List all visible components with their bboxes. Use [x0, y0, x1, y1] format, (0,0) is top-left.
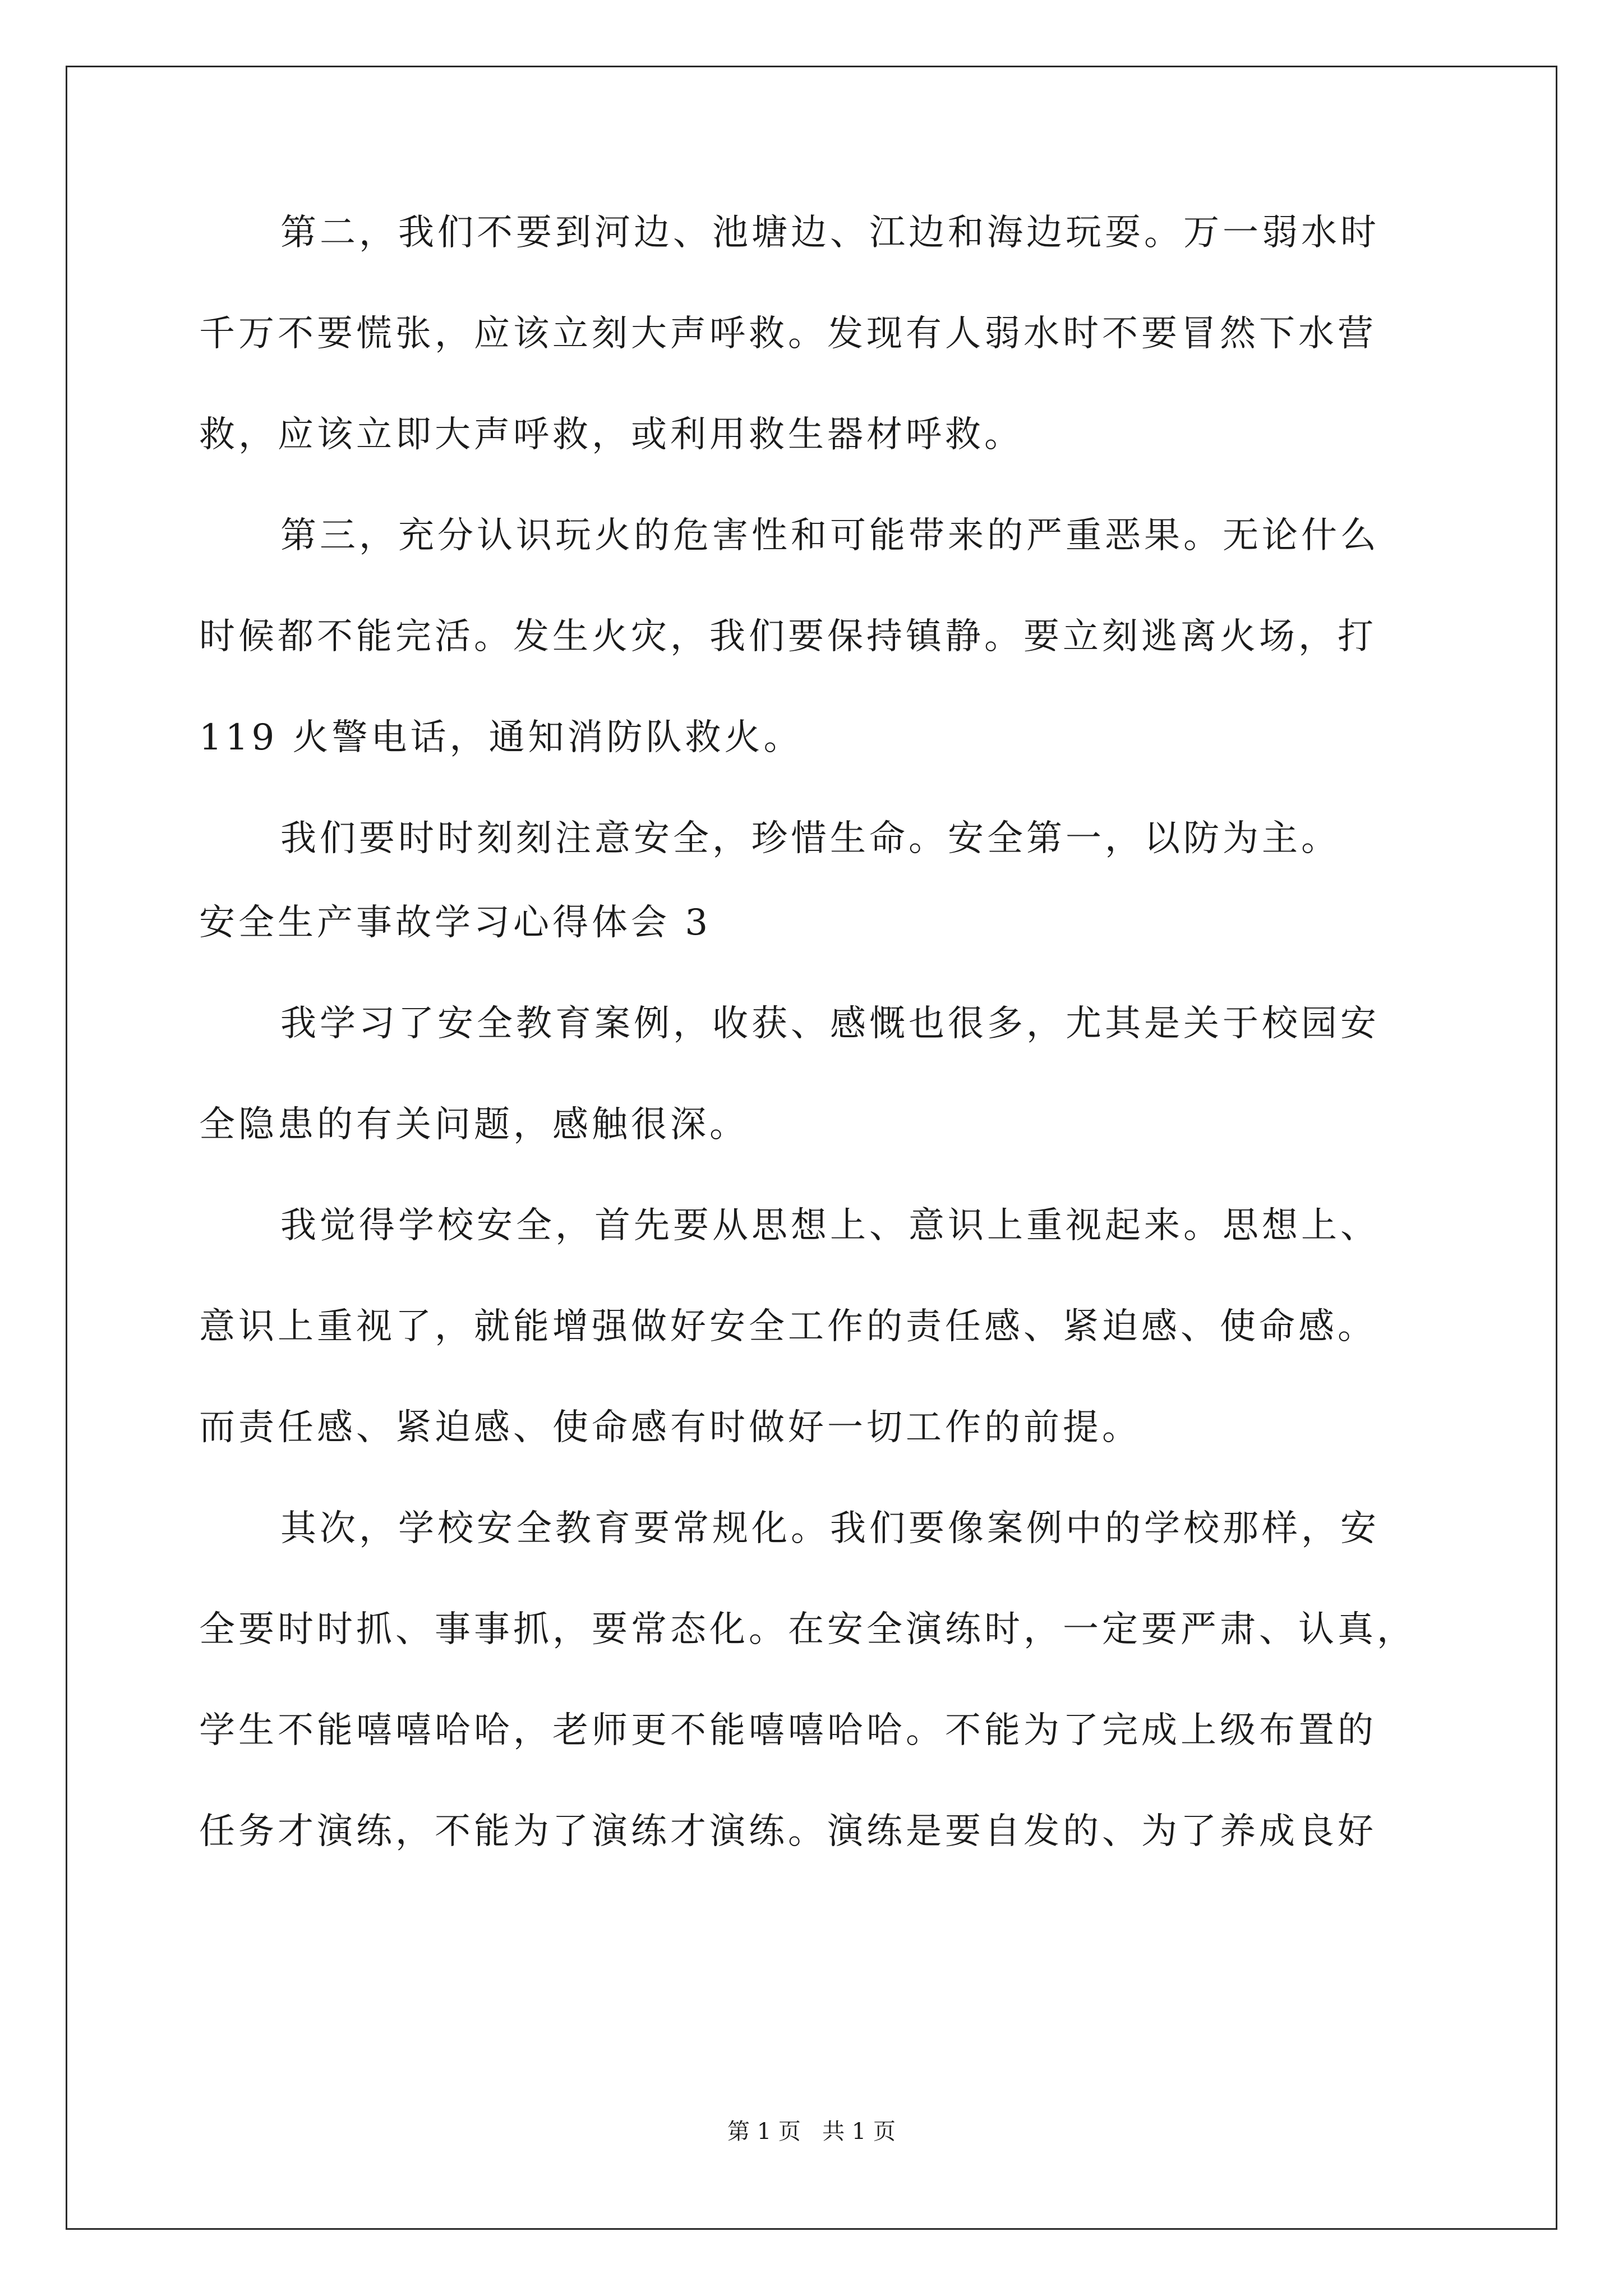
paragraph-3-line-1: 第三，充分认识玩火的危害性和可能带来的严重恶果。无论什么: [280, 515, 1380, 556]
paragraph-7-line-2: 全要时时抓、事事抓，要常态化。在安全演练时，一定要严肃、认真，: [199, 1609, 1416, 1650]
paragraph-4-line-1: 我们要时时刻刻注意安全，珍惜生命。安全第一，以防为主。: [280, 818, 1340, 859]
paragraph-2-line-2: 千万不要慌张，应该立刻大声呼救。发现有人弱水时不要冒然下水营: [199, 313, 1377, 355]
paragraph-7-line-1: 其次，学校安全教育要常规化。我们要像案例中的学校那样，安: [280, 1508, 1380, 1549]
paragraph-3-line-2: 时候都不能完活。发生火灾，我们要保持镇静。要立刻逃离火场，打: [199, 616, 1377, 657]
paragraph-6-line-1: 我觉得学校安全，首先要从思想上、意识上重视起来。思想上、: [280, 1205, 1380, 1246]
paragraph-5-line-2: 全隐患的有关问题，感触很深。: [199, 1104, 749, 1145]
paragraph-6-line-3: 而责任感、紧迫感、使命感有时做好一切工作的前提。: [199, 1407, 1141, 1448]
paragraph-3-line-3: 119 火警电话，通知消防队救火。: [199, 717, 803, 758]
paragraph-2-line-3: 救，应该立即大声呼救，或利用救生器材呼救。: [199, 414, 1023, 455]
paragraph-5-line-1: 我学习了安全教育案例，收获、感慨也很多，尤其是关于校园安: [280, 1003, 1380, 1045]
paragraph-6-line-2: 意识上重视了，就能增强做好安全工作的责任感、紧迫感、使命感。: [199, 1306, 1377, 1347]
section-heading: 安全生产事故学习心得体会 3: [199, 902, 712, 944]
paragraph-7-line-3: 学生不能嘻嘻哈哈，老师更不能嘻嘻哈哈。不能为了完成上级布置的: [199, 1710, 1377, 1751]
page-footer: 第 1 页 共 1 页: [727, 2119, 896, 2145]
paragraph-7-line-4: 任务才演练，不能为了演练才演练。演练是要自发的、为了养成良好: [199, 1811, 1377, 1852]
paragraph-2-line-1: 第二，我们不要到河边、池塘边、江边和海边玩耍。万一弱水时: [280, 212, 1380, 254]
